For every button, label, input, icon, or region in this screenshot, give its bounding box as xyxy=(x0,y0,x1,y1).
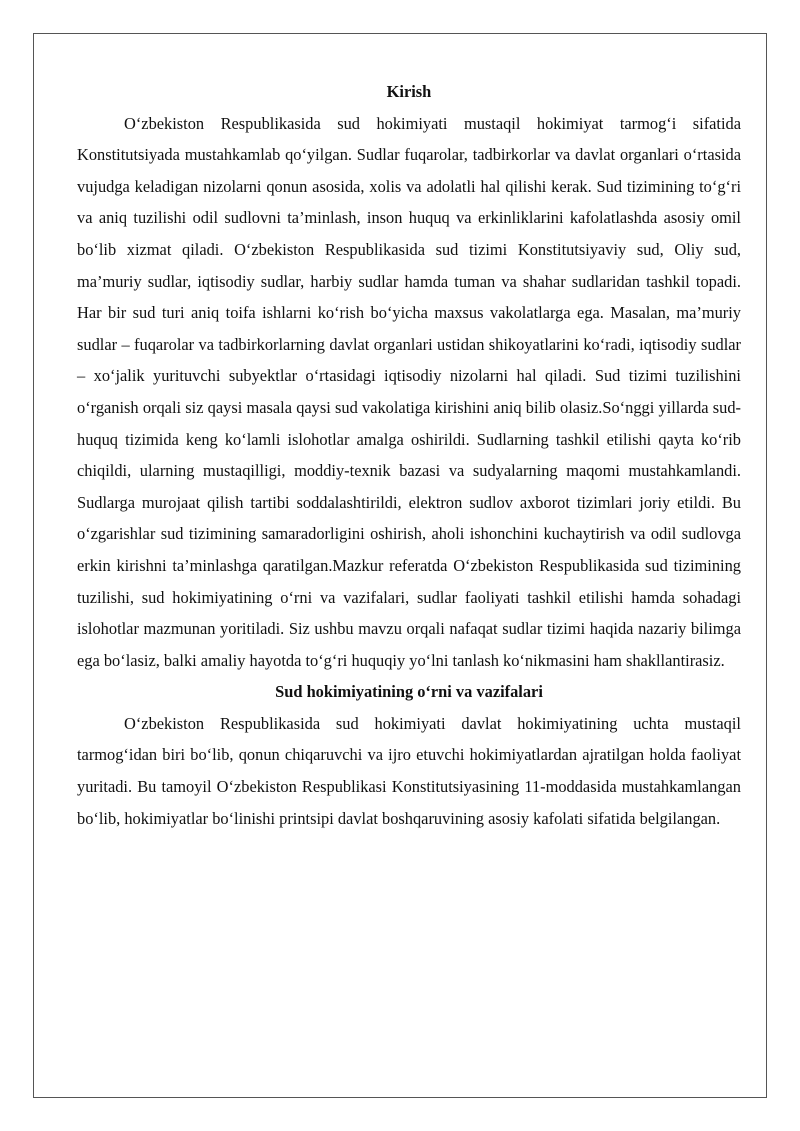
section-heading-kirish: Kirish xyxy=(386,82,432,101)
section-heading-role: Sud hokimiyatining o‘rni va vazifalari xyxy=(275,682,543,702)
section-paragraph-kirish: O‘zbekiston Respublikasida sud hokimiyati mustaqil hokimiyat tarmog‘i sifatida Konstitutsiyada mustahkamlab qo‘yilgan. Sudlar fuqarolar, tadbirkorlar va davlat organlari o‘rtasida vujudga keladigan nizolarni qonun asosida, xolis va adolatli hal qilishi kerak. Sud tizimining to‘g‘ri va aniq tuzilishi odil sudlovni ta’minlash, inson huquq va erkinliklarini kafolatlashda asosiy omil bo‘lib xizmat qiladi. O‘zbekiston Respublikasida sud tizimi Konstitutsiyaviy sud, Oliy sud, ma’muriy sudlar, iqtisodiy sudlar, harbiy sudlar hamda tuman va shahar sudlaridan tashkil topadi. Har bir sud turi aniq toifa ishlarni ko‘rish bo‘yicha maxsus vakolatlarga ega. Masalan, ma’muriy sudlar – fuqarolar va tadbirkorlarning davlat organlari ustidan shikoyatlarini ko‘radi, iqtisodiy sudlar – xo‘jalik yurituvchi subyektlar o‘rtasidagi iqtisodiy nizolarni hal qiladi. Sud tizimi tuzilishini o‘rganish orqali siz qaysi masala qaysi sud vakolatiga kirishini aniq bilib olasiz.So‘nggi yillarda sud-huquq tizimida keng ko‘lamli islohotlar amalga oshirildi. Sudlarning tashkil etilishi qayta ko‘rib chiqildi, ularning mustaqilligi, moddiy-texnik bazasi va sudyalarning maqomi mustahkamlandi. Sudlarga murojaat qilish tartibi soddalashtirildi, elektron sudlov axborot tizimlari joriy etildi. Bu o‘zgarishlar sud tizimining samaradorligini oshirish, aholi ishonchini kuchaytirish va odil sudlovga erkin kirishni ta’minlashga qaratilgan.Mazkur referatda O‘zbekiston Respublikasida sud tizimining tuzilishi, sud hokimiyatining o‘rni va vazifalari, sudlar faoliyati tashkil etilishi hamda sohadagi islohotlar mazmunan yoritiladi. Siz ushbu mavzu orqali nafaqat sudlar tizimi haqida nazariy bilimga ega bo‘lasiz, balki amaliy hayotda to‘g‘ri huquqiy yo‘lni tanlash ko‘nikmasini ham shakllantirasiz. xyxy=(77,113,741,670)
document-body xyxy=(77,76,741,834)
section-paragraph-role: O‘zbekiston Respublikasida sud hokimiyati davlat hokimiyatining uchta mustaqil tarmog‘idan biri bo‘lib, qonun chiqaruvchi va ijro etuvchi hokimiyatlardan ajratilgan holda faoliyat yuritadi. Bu tamoyil O‘zbekiston Respublikasi Konstitutsiyasining 11-moddasida mustahkamlangan bo‘lib, hokimiyatlar bo‘linishi printsipi davlat boshqaruvining asosiy kafolati sifatida belgilangan. xyxy=(77,713,741,828)
